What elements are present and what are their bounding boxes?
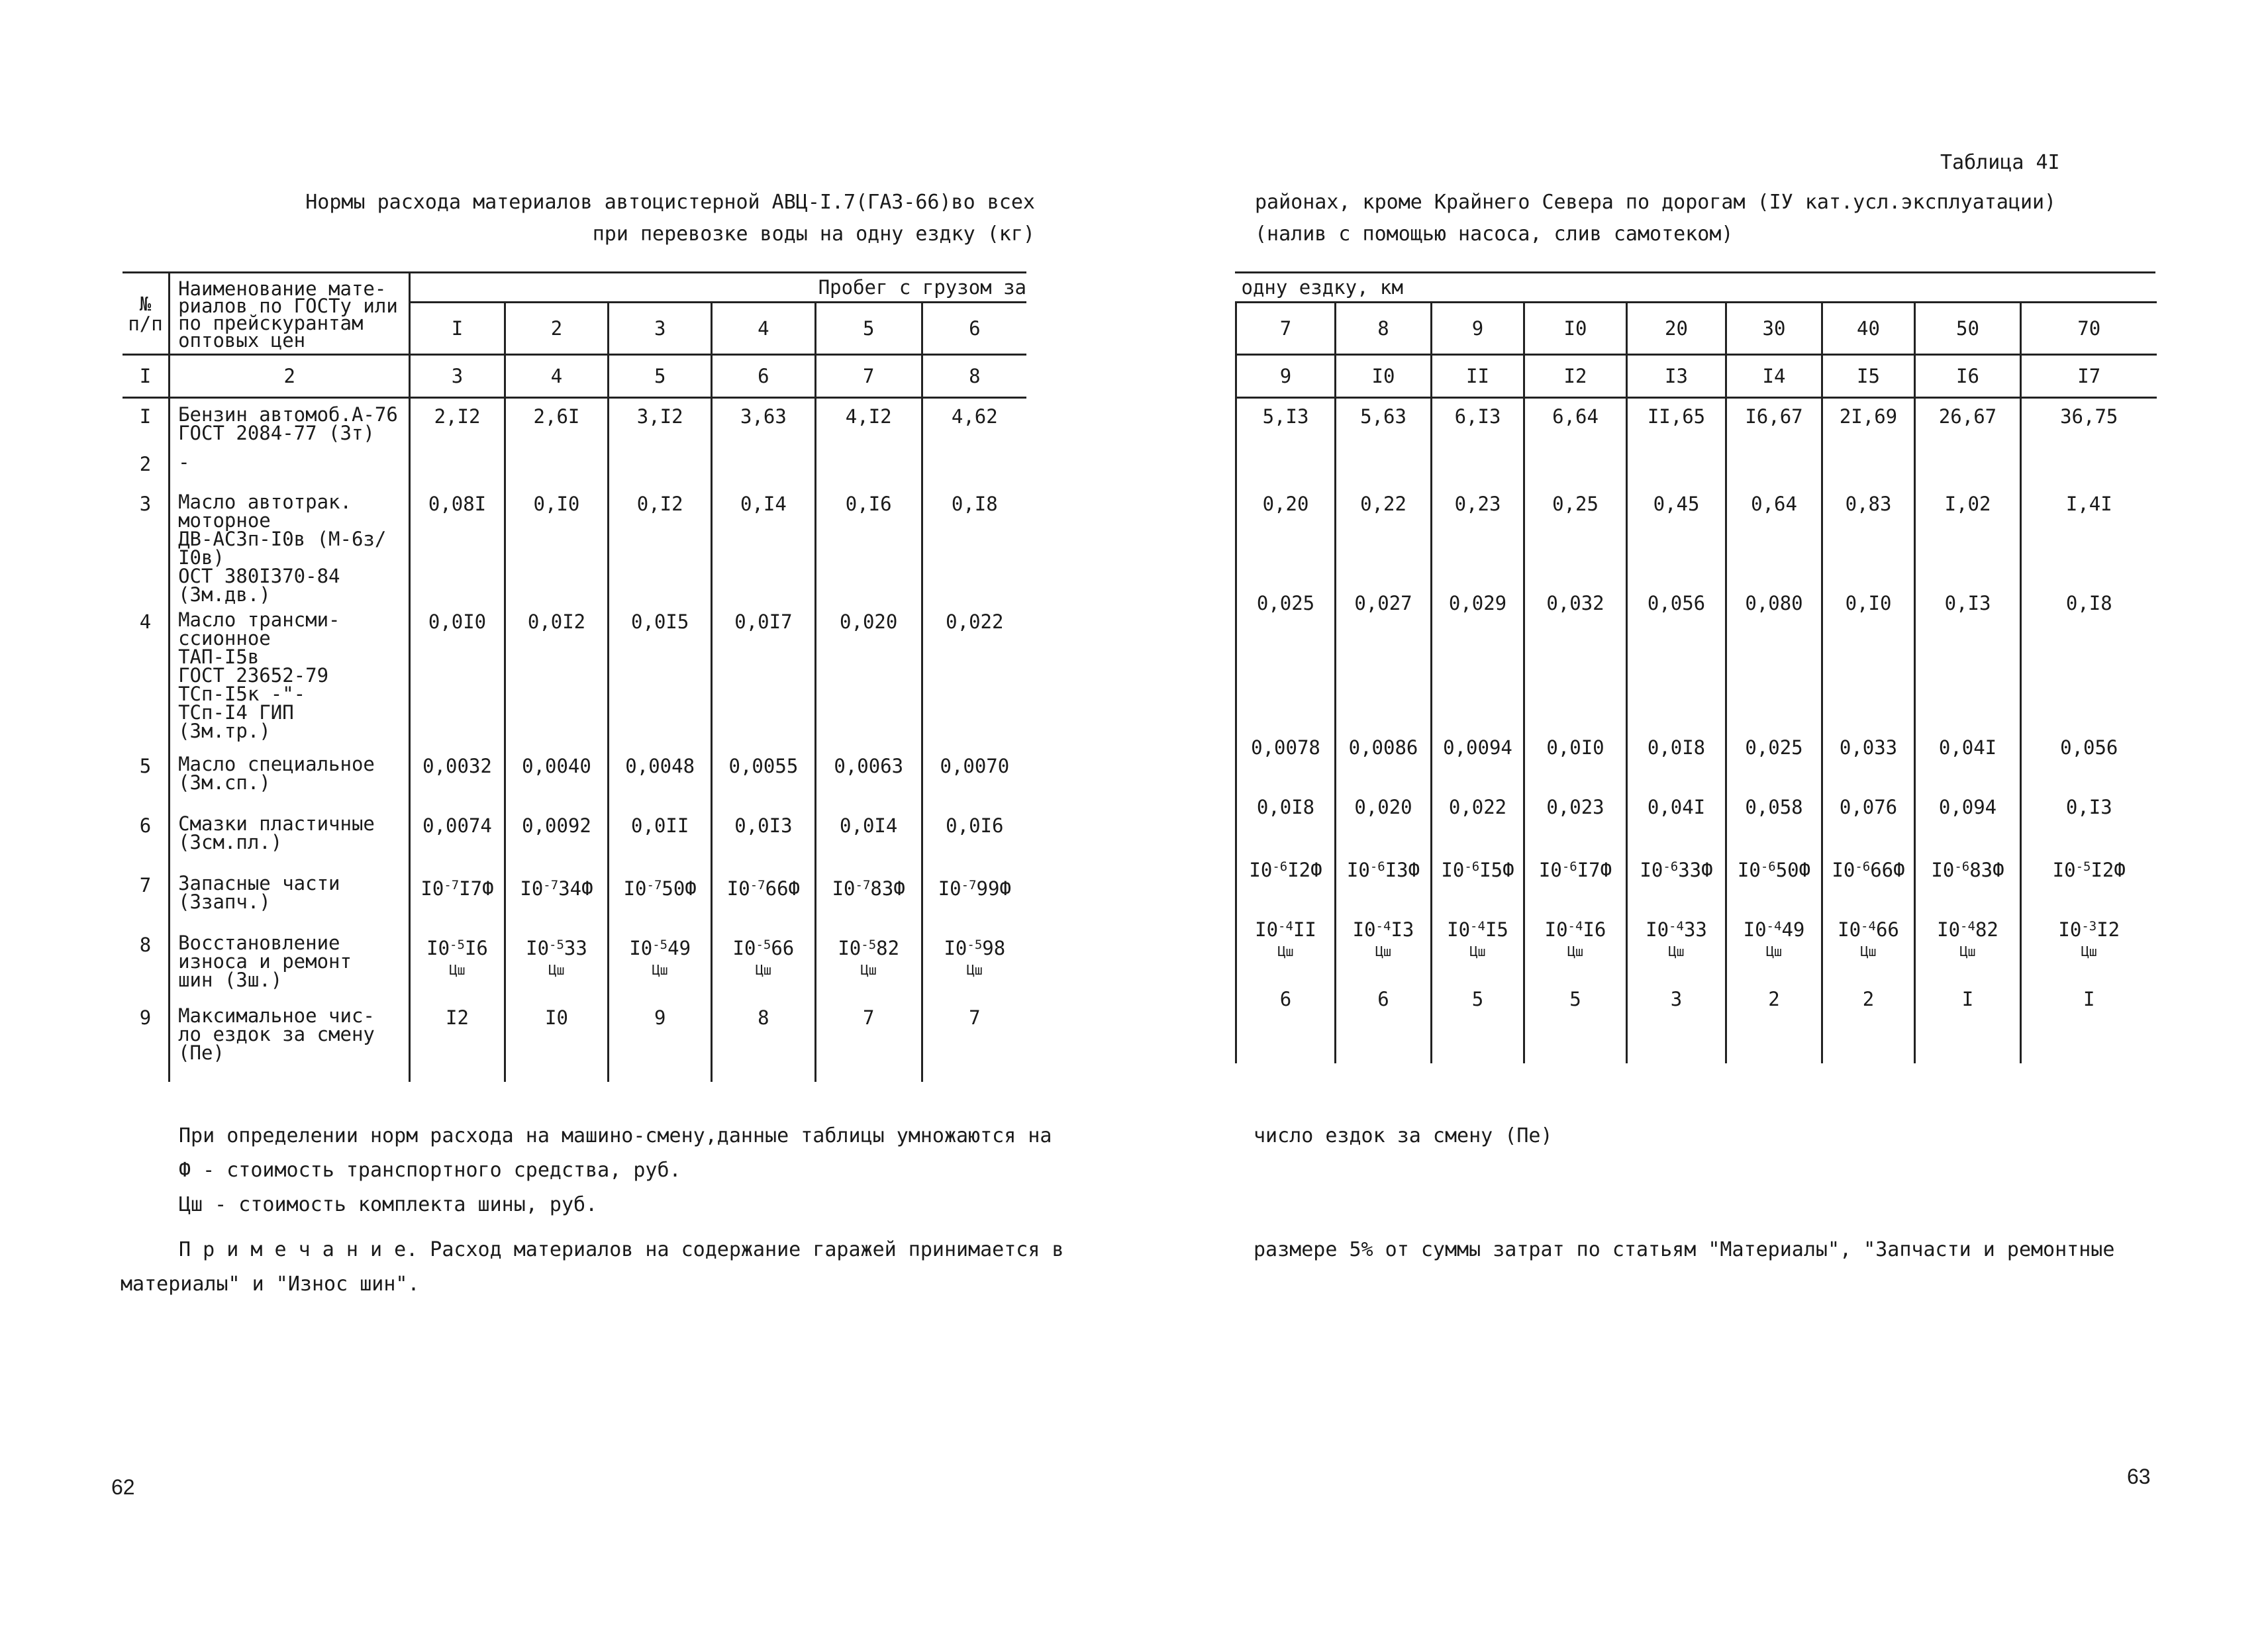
header-number-cell: № п/п [123,273,170,355]
row-number: 6 [139,814,152,837]
row-material-name: Масло трансми- ссионное ТАП-I5в ГОСТ 23652-79 ТСп-I5к -"- ТСп-I4 ГИП (Зм.тр.) [170,604,410,748]
row-value: 2,6I [505,398,609,447]
table-row [1236,789,2157,849]
row-value: $I0^{-4}66$ Цш [1822,908,1915,981]
row-value: 0,094 [1915,789,2021,849]
row-value: $I0^{-5}49$ Цш [609,927,712,1000]
row-value: 0,056 [1627,585,1726,730]
row-value: 3,63 [712,398,816,447]
row-value: 0,I6 [815,486,922,604]
header-km-20: 20 [1627,303,1726,355]
note-left-line-2: Ф - стоимость транспортного средства, руб. [179,1159,681,1182]
column-number: I [123,355,170,398]
row-material-name: Максимальное чис- ло ездок за смену (Пе) [170,1000,410,1082]
row-value: $I0^{-7}99Ф$ [922,867,1026,927]
table-row [123,1000,1026,1082]
row-value: $I0^{-4}II$ Цш [1236,908,1336,981]
row-value [1432,446,1524,486]
row-value: 7 [815,1000,922,1082]
row-value [815,446,922,486]
row-value: 0,0074 [410,808,505,867]
table-label: Таблица 4I [1940,151,2060,174]
row-value: $I0^{-4}I6$ Цш [1524,908,1627,981]
row-value: 0,I3 [2021,789,2157,849]
column-number: 7 [815,355,922,398]
row-value: 0,080 [1726,585,1822,730]
table-row [1236,486,2157,585]
row-value: 0,20 [1236,486,1336,585]
row-value: 0,0I8 [1627,730,1726,789]
row-number: 8 [139,934,152,956]
row-value [1822,446,1915,486]
header-km-2: 2 [505,303,609,355]
table-row [123,748,1026,808]
table-row [1236,585,2157,730]
row-value: 0,056 [2021,730,2157,789]
row-value: $I0^{-6}83Ф$ [1915,849,2021,908]
row-value: 4,62 [922,398,1026,447]
row-value: 0,0I0 [1524,730,1627,789]
right-header-row-1 [1236,273,2157,303]
page-number-left: 62 [111,1475,135,1499]
row-value: $I0^{-7}66Ф$ [712,867,816,927]
row-value [1524,446,1627,486]
row-number: I [139,405,152,428]
row-value: $I0^{-5}82$ Цш [815,927,922,1000]
row-value: 0,0092 [505,808,609,867]
left-header-row-1 [123,273,1026,303]
header-mileage-group: Пробег с грузом за [410,273,1026,303]
header-km-9: 9 [1432,303,1524,355]
row-number: 2 [139,453,152,475]
table-row [123,808,1026,867]
column-number: I6 [1915,355,2021,398]
title-left [305,187,1035,250]
row-value: $I0^{-6}I5Ф$ [1432,849,1524,908]
table-row [123,867,1026,927]
note-left-line-3: Цш - стоимость комплекта шины, руб. [179,1193,598,1216]
left-column-number-row [123,355,1026,398]
row-value: $I0^{-6}66Ф$ [1822,849,1915,908]
row-value: 0,058 [1726,789,1822,849]
header-km-4: 4 [712,303,816,355]
row-material-name: - [170,446,410,486]
header-km-30: 30 [1726,303,1822,355]
table-row [123,398,1026,447]
row-value: 0,023 [1524,789,1627,849]
remark-left-line-2: материалы" и "Износ шин". [121,1273,420,1296]
remark-left-line-1: П р и м е ч а н и е. Расход материалов на содержание гаражей принимается в [179,1238,1064,1261]
column-number: 2 [170,355,410,398]
row-value: $I0^{-6}I3Ф$ [1336,849,1432,908]
note-right: число ездок за смену (Пе) [1254,1124,1553,1147]
table-row [1236,730,2157,789]
row-value: 0,0I8 [1236,789,1336,849]
row-value: 2,I2 [410,398,505,447]
row-value: $I0^{-5}98$ Цш [922,927,1026,1000]
row-value: 0,022 [922,604,1026,748]
right-table [1235,273,2157,1063]
row-value [1915,446,2021,486]
row-value: 0,0I5 [609,604,712,748]
row-value: I2 [410,1000,505,1082]
row-value: $I0^{-5}I6$ Цш [410,927,505,1000]
row-value: 0,0040 [505,748,609,808]
row-value [1236,446,1336,486]
row-value: 0,45 [1627,486,1726,585]
row-value: 2 [1822,981,1915,1063]
row-value: 0,0I2 [505,604,609,748]
header-km-6: 6 [922,303,1026,355]
row-value: 0,0I4 [815,808,922,867]
header-km-50: 50 [1915,303,2021,355]
row-value: 0,64 [1726,486,1822,585]
row-value: 8 [712,1000,816,1082]
row-value: 0,I8 [2021,585,2157,730]
header-mileage-group-continued: одну ездку, км [1236,273,2157,303]
row-value: 6,I3 [1432,398,1524,447]
column-number: 8 [922,355,1026,398]
row-value [1627,446,1726,486]
row-value: $I0^{-4}I3$ Цш [1336,908,1432,981]
row-value: 0,025 [1236,585,1336,730]
row-value: $I0^{-7}I7Ф$ [410,867,505,927]
row-value: $I0^{-5}33$ Цш [505,927,609,1000]
row-value: $I0^{-3}I2$ Цш [2021,908,2157,981]
row-value: I6,67 [1726,398,1822,447]
row-value: 0,0I3 [712,808,816,867]
row-value: 0,0I6 [922,808,1026,867]
row-value: 0,0086 [1336,730,1432,789]
row-value [609,446,712,486]
title-right [1255,187,2056,250]
row-value: $I0^{-5}I2Ф$ [2021,849,2157,908]
row-number: 4 [139,610,152,633]
row-value [1336,446,1432,486]
column-number: I2 [1524,355,1627,398]
column-number: 4 [505,355,609,398]
row-value: I0 [505,1000,609,1082]
table-row [123,486,1026,604]
row-value: 0,I2 [609,486,712,604]
row-value: 0,0II [609,808,712,867]
row-value: 0,032 [1524,585,1627,730]
row-value: 0,0048 [609,748,712,808]
row-value: $I0^{-7}83Ф$ [815,867,922,927]
row-value: 26,67 [1915,398,2021,447]
column-number: I3 [1627,355,1726,398]
header-km-I0: I0 [1524,303,1627,355]
row-number: 5 [139,755,152,777]
row-value: $I0^{-7}34Ф$ [505,867,609,927]
header-km-5: 5 [815,303,922,355]
row-material-name: Восстановление износа и ремонт шин (Зш.) [170,927,410,1000]
row-value: 0,0078 [1236,730,1336,789]
row-value: 0,I8 [922,486,1026,604]
row-value: $I0^{-4}I5$ Цш [1432,908,1524,981]
table-row [1236,849,2157,908]
row-value: 0,020 [1336,789,1432,849]
column-number: 6 [712,355,816,398]
row-value: 0,I0 [505,486,609,604]
row-value [2021,446,2157,486]
row-value: 4,I2 [815,398,922,447]
row-value: 0,23 [1432,486,1524,585]
row-value: 0,033 [1822,730,1915,789]
title-left-line-2: при перевозке воды на одну ездку (кг) [592,222,1035,246]
row-value: 0,0I7 [712,604,816,748]
table-row [1236,981,2157,1063]
row-value: 0,22 [1336,486,1432,585]
row-value: 0,022 [1432,789,1524,849]
row-value: 0,08I [410,486,505,604]
row-value: 0,029 [1432,585,1524,730]
row-value: 2 [1726,981,1822,1063]
row-value: 0,04I [1915,730,2021,789]
title-right-line-2: (налив с помощью насоса, слив самотеком) [1255,222,1734,246]
row-value: 36,75 [2021,398,2157,447]
row-value: I,02 [1915,486,2021,585]
row-value: 5 [1524,981,1627,1063]
row-value: 0,I0 [1822,585,1915,730]
row-value: 0,025 [1726,730,1822,789]
row-material-name: Запасные части (Ззапч.) [170,867,410,927]
column-number: 5 [609,355,712,398]
row-value: I,4I [2021,486,2157,585]
row-value: 5,63 [1336,398,1432,447]
row-value: II,65 [1627,398,1726,447]
row-number: 7 [139,874,152,896]
table-row [1236,398,2157,447]
table-row [123,446,1026,486]
table-row [1236,908,2157,981]
row-value: 3 [1627,981,1726,1063]
row-value: $I0^{-6}I2Ф$ [1236,849,1336,908]
row-value: I [2021,981,2157,1063]
row-material-name: Бензин автомоб.А-76 ГОСТ 2084-77 (3т) [170,398,410,447]
row-value: $I0^{-7}50Ф$ [609,867,712,927]
title-left-line-1: Нормы расхода материалов автоцистерной АВЦ-I.7(ГАЗ-66)во всех [305,191,1035,214]
row-value: $I0^{-4}33$ Цш [1627,908,1726,981]
column-number: 9 [1236,355,1336,398]
table-row [1236,446,2157,486]
row-material-name: Масло специальное (Зм.сп.) [170,748,410,808]
row-value: $I0^{-6}33Ф$ [1627,849,1726,908]
row-value: I [1915,981,2021,1063]
row-value: 0,076 [1822,789,1915,849]
row-value: 0,04I [1627,789,1726,849]
column-number: II [1432,355,1524,398]
right-header-row-2 [1236,303,2157,355]
row-value: 0,0055 [712,748,816,808]
row-value [922,446,1026,486]
row-value: 0,020 [815,604,922,748]
row-value [712,446,816,486]
row-value: 0,0094 [1432,730,1524,789]
row-value: 0,0070 [922,748,1026,808]
row-value: 0,I4 [712,486,816,604]
row-value: 6 [1236,981,1336,1063]
row-material-name: Масло автотрак. моторное ДВ-АСЗп-I0в (М-6з/ I0в) ОСТ 380I370-84 (Зм.дв.) [170,486,410,604]
table-row [123,927,1026,1000]
row-value: 9 [609,1000,712,1082]
row-value: 0,027 [1336,585,1432,730]
notes-left [179,1119,1052,1222]
column-number: I7 [2021,355,2157,398]
header-km-3: 3 [609,303,712,355]
title-right-line-1: районах, кроме Крайнего Севера по дорогам (IУ кат.усл.эксплуатации) [1255,191,2057,214]
row-value: 5,I3 [1236,398,1336,447]
row-value: 7 [922,1000,1026,1082]
column-number: I0 [1336,355,1432,398]
row-value [1726,446,1822,486]
column-number: 3 [410,355,505,398]
row-number: 3 [139,493,152,515]
column-number: I4 [1726,355,1822,398]
row-value: $I0^{-6}50Ф$ [1726,849,1822,908]
row-material-name: Смазки пластичные (Зсм.пл.) [170,808,410,867]
row-value: 0,0032 [410,748,505,808]
table-row [123,604,1026,748]
header-km-7: 7 [1236,303,1336,355]
row-value: 0,0063 [815,748,922,808]
row-value: $I0^{-5}66$ Цш [712,927,816,1000]
row-value: 6,64 [1524,398,1627,447]
row-value: $I0^{-4}49$ Цш [1726,908,1822,981]
header-km-8: 8 [1336,303,1432,355]
header-km-40: 40 [1822,303,1915,355]
row-value: 0,83 [1822,486,1915,585]
header-km-70: 70 [2021,303,2157,355]
note-left-line-1: При определении норм расхода на машино-смену,данные таблицы умножаются на [179,1124,1052,1147]
left-table [123,273,1026,1082]
row-value: 3,I2 [609,398,712,447]
row-value: 0,0I0 [410,604,505,748]
row-value: 2I,69 [1822,398,1915,447]
row-value: $I0^{-6}I7Ф$ [1524,849,1627,908]
right-column-number-row [1236,355,2157,398]
row-value [410,446,505,486]
header-name-cell: Наименование мате- риалов по ГОСТу или по прейскурантам оптовых цен [170,273,410,355]
row-value [505,446,609,486]
column-number: I5 [1822,355,1915,398]
row-number: 9 [139,1006,152,1029]
row-value: 0,I3 [1915,585,2021,730]
row-value: 0,25 [1524,486,1627,585]
row-value: 6 [1336,981,1432,1063]
page-number-right: 63 [2127,1465,2151,1488]
header-km-I: I [410,303,505,355]
row-value: $I0^{-4}82$ Цш [1915,908,2021,981]
row-value: 5 [1432,981,1524,1063]
remark-right: размере 5% от суммы затрат по статьям "Материалы", "Запчасти и ремонтные [1254,1238,2115,1261]
